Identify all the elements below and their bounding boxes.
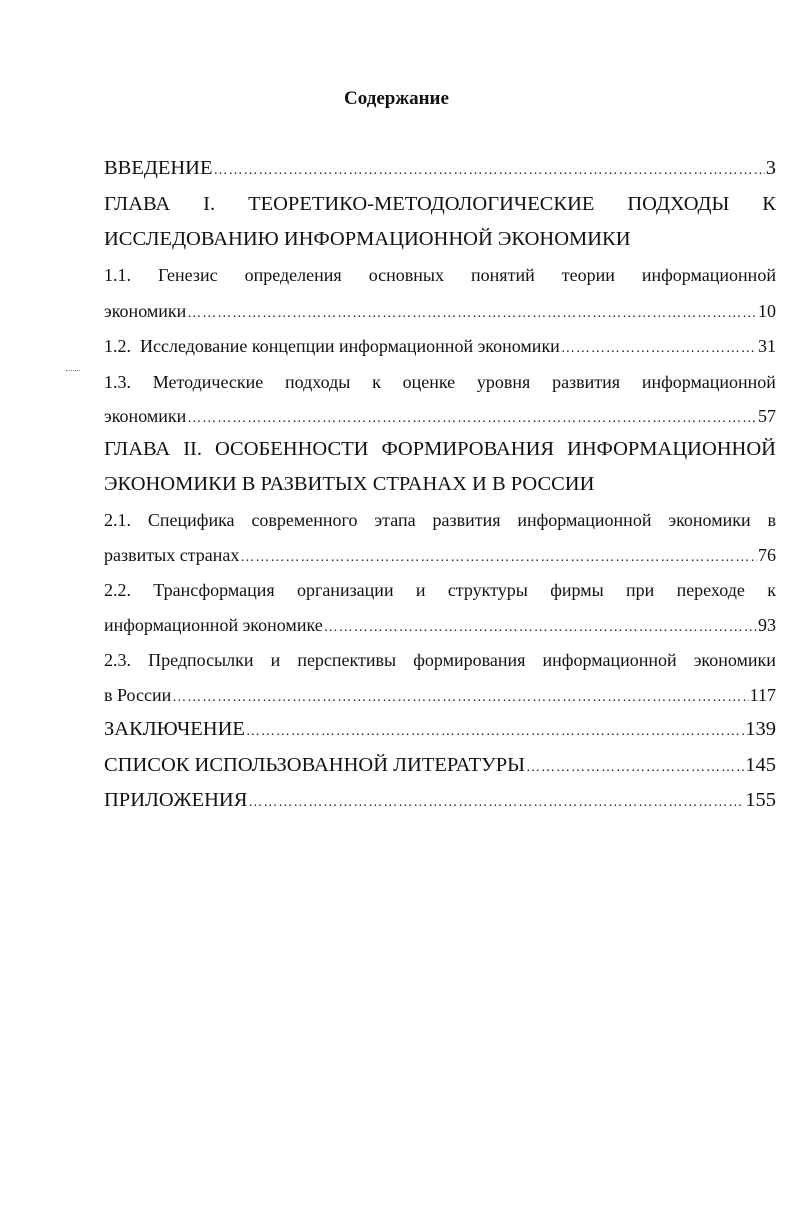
chapter-word: ОСОБЕННОСТИ — [214, 438, 369, 460]
toc-page-number: 31 — [758, 336, 776, 356]
chapter-word: ТЕОРЕТИКО-МЕТОДОЛОГИЧЕСКИЕ — [248, 193, 595, 215]
toc-section-1-1 — [104, 265, 776, 285]
dot-leader — [561, 339, 757, 359]
toc-section-2-1 — [104, 510, 776, 530]
section-number: 2.1. — [104, 510, 131, 530]
toc-label: экономики — [104, 301, 187, 321]
toc-section-1-1-cont — [104, 301, 776, 324]
section-word: при — [626, 580, 655, 600]
section-word: этапа — [374, 510, 416, 530]
toc-entry-conclusion — [104, 718, 776, 743]
section-word: Предпосылки — [148, 650, 254, 670]
section-word: понятий — [471, 265, 535, 285]
section-word: к — [767, 580, 776, 600]
dot-leader — [187, 409, 757, 429]
section-word: Генезис — [158, 265, 218, 285]
toc-entry-bibliography — [104, 754, 776, 779]
section-word: экономики — [668, 510, 751, 530]
section-word: основных — [368, 265, 445, 285]
toc-label: в России — [104, 685, 172, 705]
toc-page-number: 57 — [758, 406, 776, 426]
section-word: подходы — [285, 372, 351, 392]
section-word: развития — [432, 510, 501, 530]
section-word: уровня — [476, 372, 531, 392]
toc-page-number: 139 — [745, 718, 776, 740]
section-word: структуры — [447, 580, 528, 600]
section-number: 2.2. — [104, 580, 131, 600]
toc-label: СПИСОК ИСПОЛЬЗОВАННОЙ ЛИТЕРАТУРЫ — [104, 754, 525, 776]
toc-label: экономики — [104, 406, 187, 426]
section-word: оценке — [402, 372, 456, 392]
section-word: теории — [561, 265, 615, 285]
toc-page-number: 76 — [758, 545, 776, 565]
chapter-word: ФОРМИРОВАНИЯ — [381, 438, 555, 460]
toc-label: ВВЕДЕНИЕ — [104, 157, 213, 179]
section-number: 2.3. — [104, 650, 131, 670]
toc-chapter-1-heading-cont: ИССЛЕДОВАНИЮ ИНФОРМАЦИОННОЙ ЭКОНОМИКИ — [104, 228, 631, 250]
section-word: и — [270, 650, 281, 670]
toc-section-2-2-cont — [104, 615, 776, 638]
section-word: к — [372, 372, 381, 392]
dot-leader — [240, 548, 757, 568]
section-number: 1.3. — [104, 372, 131, 392]
chapter-word: I. — [203, 193, 216, 215]
dot-leader — [172, 688, 748, 708]
toc-chapter-2-heading — [104, 438, 776, 460]
dot-leader — [248, 792, 744, 814]
chapter-word: ПОДХОДЫ — [627, 193, 730, 215]
toc-label: информационной экономике — [104, 615, 323, 635]
toc-page-number: 155 — [745, 789, 776, 811]
toc-chapter-2-heading-cont: ЭКОНОМИКИ В РАЗВИТЫХ СТРАНАХ И В РОССИИ — [104, 473, 595, 495]
section-word: переходе — [676, 580, 745, 600]
section-word: информационной — [641, 372, 776, 392]
section-word: перспективы — [297, 650, 397, 670]
section-word: информационной — [542, 650, 677, 670]
toc-section-2-1-cont — [104, 545, 776, 568]
dot-leader — [246, 721, 744, 743]
chapter-word: ИНФОРМАЦИОННОЙ — [567, 438, 776, 460]
section-number: 1.1. — [104, 265, 131, 285]
section-word: Трансформация — [153, 580, 275, 600]
toc-section-1-3-cont — [104, 406, 776, 429]
toc-section-1-2 — [104, 336, 776, 359]
scan-speck — [66, 370, 80, 373]
section-word: в — [767, 510, 776, 530]
section-word: определения — [244, 265, 342, 285]
toc-label: ЗАКЛЮЧЕНИЕ — [104, 718, 245, 740]
dot-leader — [214, 160, 765, 182]
toc-label: ПРИЛОЖЕНИЯ — [104, 789, 248, 811]
toc-label: развитых странах — [104, 545, 240, 565]
section-word: информационной — [517, 510, 652, 530]
dot-leader — [187, 304, 757, 324]
toc-section-1-3 — [104, 372, 776, 392]
chapter-word: II. — [183, 438, 202, 460]
section-word: формирования — [413, 650, 526, 670]
toc-chapter-1-heading — [104, 193, 776, 215]
section-word: информационной — [641, 265, 776, 285]
section-word: организации — [296, 580, 394, 600]
toc-page-number: 145 — [745, 754, 776, 776]
section-word: фирмы — [550, 580, 604, 600]
section-word: Методические — [152, 372, 264, 392]
section-word: и — [415, 580, 426, 600]
toc-section-2-3-cont — [104, 685, 776, 708]
toc-label: 1.2. Исследование концепции информационной экономики — [104, 336, 560, 356]
toc-section-2-3 — [104, 650, 776, 670]
section-word: современного — [251, 510, 358, 530]
chapter-word: ГЛАВА — [104, 193, 171, 215]
toc-page-number: 3 — [765, 157, 776, 179]
chapter-word: К — [762, 193, 776, 215]
toc-section-2-2 — [104, 580, 776, 600]
toc-page-number: 117 — [749, 685, 776, 705]
toc-page-number: 93 — [758, 615, 776, 635]
dot-leader — [324, 618, 757, 638]
section-word: экономики — [693, 650, 776, 670]
dot-leader — [526, 757, 744, 779]
chapter-word: ГЛАВА — [104, 438, 171, 460]
page-title: Содержание — [344, 88, 449, 109]
section-word: Специфика — [147, 510, 235, 530]
toc-page-number: 10 — [758, 301, 776, 321]
section-word: развития — [552, 372, 621, 392]
toc-entry-introduction — [104, 157, 776, 182]
toc-entry-appendices — [104, 789, 776, 814]
